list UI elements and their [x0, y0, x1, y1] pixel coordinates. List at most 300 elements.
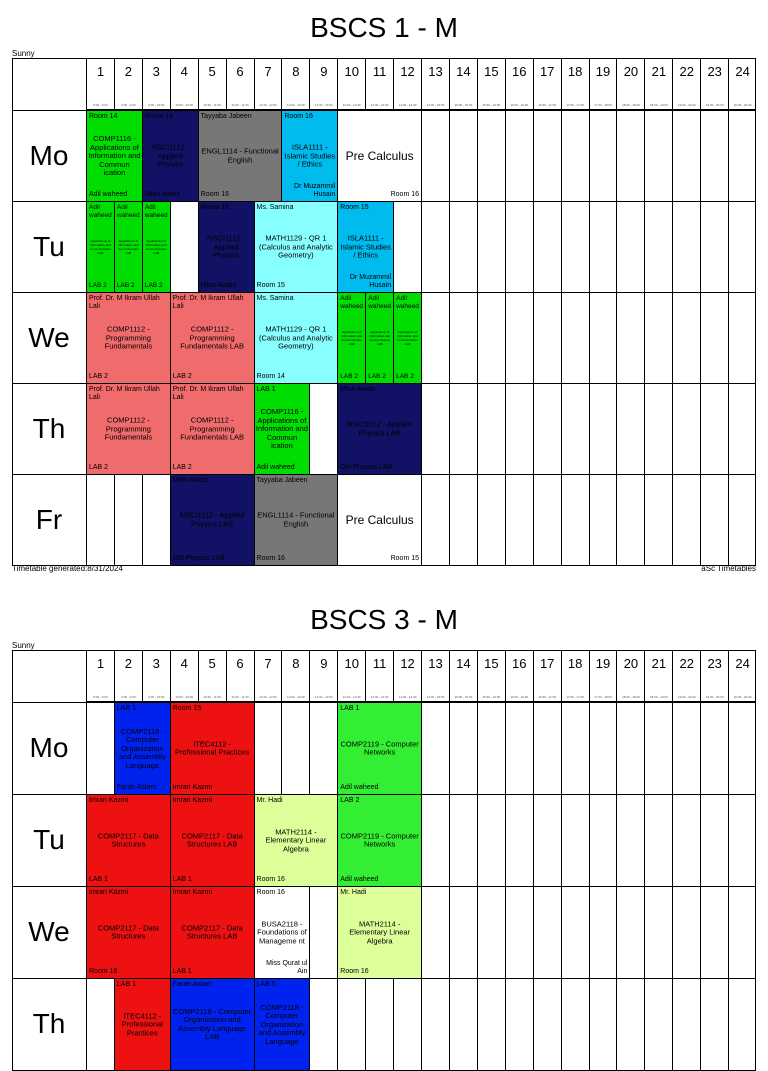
- lesson-subject: NSCI1112 - Applied Physics: [151, 142, 190, 169]
- lesson-bottom-text: Room 14: [256, 373, 285, 380]
- lesson-subject: COMP1112 - Programming Fundamentals LAB: [180, 415, 245, 442]
- lesson-card[interactable]: [171, 795, 255, 887]
- lesson-card[interactable]: [171, 293, 255, 384]
- timetable-grid: [12, 58, 756, 565]
- period-time: 13:30 - 14:00: [370, 103, 389, 107]
- period-number: 9: [320, 656, 328, 671]
- period-number: 16: [512, 64, 527, 79]
- lesson-subject: Applications of Information and Communication LAB: [369, 330, 391, 346]
- period-number: 21: [651, 656, 667, 671]
- period-number: 23: [707, 656, 722, 671]
- period-header: [728, 650, 756, 702]
- lesson-top-text: LAB 5: [256, 981, 276, 988]
- grid-vline: [700, 650, 701, 1070]
- period-header: [449, 58, 477, 110]
- lesson-card[interactable]: [255, 293, 339, 384]
- lesson-top-text: Tayyaba Jabeen: [256, 477, 308, 484]
- period-time: 20:00 - 20:30: [733, 695, 752, 699]
- lesson-bottom-text: LAB 2: [396, 373, 414, 380]
- period-time: 9:30 - 10:00: [148, 695, 165, 699]
- lesson-subject: MATH1129 - QR 1 (Calculus and Analytic Geometry): [258, 233, 333, 260]
- grid-vline: [755, 650, 756, 1070]
- period-header: [393, 58, 421, 110]
- period-number: 13: [428, 656, 443, 671]
- lesson-subject: COMP2117 - Data Structures: [97, 923, 159, 941]
- period-time: 17:00 - 17:30: [566, 103, 584, 107]
- day-label: Mo: [29, 139, 69, 171]
- period-time: 16:00 - 16:30: [510, 103, 529, 107]
- lesson-top-text: Room 16: [144, 113, 174, 120]
- lesson-card[interactable]: [255, 795, 339, 887]
- period-header: [254, 58, 282, 110]
- period-number: 11: [372, 64, 387, 79]
- grid-vline: [728, 650, 729, 1070]
- lesson-card[interactable]: [171, 887, 255, 979]
- lesson-top-text: Prof. Dr. M Ikram Ullah Lali: [172, 386, 244, 401]
- period-number: 6: [236, 64, 244, 79]
- period-time: 13:00 - 13:30: [342, 695, 361, 699]
- lesson-top-text: Adil waheed: [340, 295, 364, 310]
- lesson-top-text: Farah Aslam: [172, 981, 213, 988]
- lesson-card[interactable]: [255, 475, 339, 566]
- lesson-subject: Applications of Information and Communication LAB: [145, 239, 167, 255]
- lesson-bottom-text: Adil waheed: [340, 876, 379, 883]
- grid-vline: [477, 58, 478, 565]
- lesson-top-text: Tayyaba Jabeen: [200, 113, 252, 120]
- lesson-card[interactable]: [366, 293, 394, 384]
- lesson-subject: ENGL1114 - Functional English: [257, 510, 335, 528]
- grid-vline: [728, 58, 729, 565]
- grid-vline: [505, 650, 506, 1070]
- lesson-bottom-text: Old Physics LAB: [340, 464, 393, 471]
- lesson-top-text: Room 16: [256, 889, 285, 896]
- lesson-top-text: Imran Kazmi: [89, 889, 129, 896]
- period-time: 15:30 - 16:00: [482, 695, 501, 699]
- period-number: 10: [344, 656, 359, 671]
- lesson-bottom-text: Dr Muzammil Husain: [294, 183, 336, 198]
- period-number: 20: [623, 656, 639, 671]
- lesson-card[interactable]: [87, 202, 115, 293]
- period-number: 3: [152, 656, 160, 671]
- lesson-card[interactable]: [255, 202, 339, 293]
- period-header: [533, 58, 561, 110]
- period-number: 19: [595, 64, 611, 79]
- lesson-card[interactable]: [255, 887, 311, 979]
- lesson-card[interactable]: [338, 202, 394, 293]
- period-header: [616, 650, 644, 702]
- lesson-card[interactable]: [338, 795, 422, 887]
- grid-vline: [755, 58, 756, 565]
- period-number: 17: [539, 656, 555, 671]
- lesson-bottom-text: LAB 1: [172, 876, 192, 883]
- period-number: 24: [735, 656, 750, 671]
- lesson-card[interactable]: [87, 293, 171, 384]
- period-number: 12: [400, 656, 415, 671]
- lesson-subject: COMP2118 - Computer Organization and Assembly Language LAB: [173, 1006, 252, 1041]
- grid-vline: [616, 58, 617, 565]
- lesson-subject: COMP1112 - Programming Fundamentals: [104, 415, 153, 442]
- period-number: 1: [96, 64, 105, 79]
- grid-vline: [533, 58, 534, 565]
- period-header: [561, 650, 589, 702]
- period-header: [533, 650, 561, 702]
- period-header: [86, 58, 114, 110]
- lesson-subject: COMP2117 - Data Structures: [97, 831, 159, 849]
- lesson-bottom-text: Room 15: [390, 555, 420, 562]
- lesson-top-text: Ms. Samina: [256, 295, 294, 302]
- lesson-card[interactable]: [87, 384, 171, 475]
- day-label: We: [28, 916, 70, 947]
- lesson-top-text: Room 15: [172, 705, 202, 712]
- period-header: [142, 58, 170, 110]
- period-header: [365, 650, 393, 702]
- lesson-card[interactable]: [338, 703, 422, 795]
- timetable-subtitle: Sunny: [12, 49, 35, 58]
- period-header: [644, 650, 672, 702]
- lesson-card[interactable]: [115, 979, 171, 1071]
- period-header: [309, 58, 337, 110]
- period-header: [672, 58, 700, 110]
- period-time: 9:00 - 9:30: [121, 103, 136, 107]
- period-number: 15: [484, 64, 499, 79]
- grid-vline: [533, 650, 534, 1070]
- period-header: [644, 58, 672, 110]
- lesson-bottom-text: Old Physics LAB: [172, 555, 225, 562]
- lesson-bottom-text: Room 16: [340, 968, 369, 975]
- lesson-subject: ITEC4112 - Professional Practices: [121, 1010, 163, 1037]
- period-number: 24: [735, 64, 750, 79]
- lesson-subject: Pre Calculus: [345, 513, 414, 527]
- period-time: 15:00 - 15:30: [454, 695, 473, 699]
- period-time: 10:00 - 10:30: [175, 695, 194, 699]
- lesson-subject: ISLA1111 - Islamic Studies / Ethics: [340, 233, 391, 260]
- lesson-subject: ENGL1114 - Functional English: [201, 146, 279, 164]
- lesson-subject: COMP2119 - Computer Networks: [340, 739, 419, 757]
- period-time: 20:00 - 20:30: [733, 103, 752, 107]
- period-time: 10:00 - 10:30: [175, 103, 194, 107]
- lesson-subject: COMP2118 - Computer Organization and Assembly Language: [258, 1002, 306, 1046]
- lesson-bottom-text: LAB 2: [89, 464, 109, 471]
- grid-vline: [672, 650, 673, 1070]
- period-header: [589, 650, 617, 702]
- period-number: 7: [264, 64, 272, 79]
- lesson-top-text: LAB 1: [116, 705, 136, 712]
- lesson-subject: Applications of Information and Communication LAB: [341, 330, 363, 346]
- lesson-card[interactable]: [338, 293, 366, 384]
- period-number: 16: [512, 656, 527, 671]
- lesson-top-text: LAB 1: [116, 981, 136, 988]
- period-time: 9:30 - 10:00: [148, 103, 165, 107]
- lesson-bottom-text: LAB 2: [144, 282, 163, 289]
- period-time: 14:00 - 14:30: [398, 695, 417, 699]
- period-time: 8:00 - 9:00: [93, 103, 108, 107]
- grid-vline: [449, 650, 450, 1070]
- lesson-bottom-text: Adil waheed: [89, 191, 128, 198]
- period-number: 21: [651, 64, 667, 79]
- period-number: 9: [320, 64, 328, 79]
- period-time: 18:30 - 19:00: [650, 695, 668, 699]
- lesson-top-text: Adil waheed: [116, 204, 140, 219]
- lesson-top-text: Adil waheed: [396, 295, 419, 310]
- lesson-bottom-text: Miss Qurat ul Ain: [266, 960, 308, 975]
- period-header: [170, 650, 198, 702]
- period-header: [170, 58, 198, 110]
- lesson-subject: COMP1112 - Programming Fundamentals LAB: [180, 324, 245, 351]
- lesson-card[interactable]: [87, 795, 171, 887]
- lesson-bottom-text: Room 16: [256, 876, 285, 883]
- period-time: 19:30 - 20:00: [705, 695, 724, 699]
- lesson-subject: NSCI1112 - Applied Physics: [207, 233, 246, 260]
- period-time: 12:30 - 13:00: [314, 695, 333, 699]
- lesson-card[interactable]: [255, 979, 311, 1071]
- lesson-top-text: Mr. Hadi: [340, 889, 367, 896]
- period-header: [700, 650, 728, 702]
- lesson-card[interactable]: [171, 384, 255, 475]
- lesson-subject: Applications of Information and Communication LAB: [397, 330, 418, 346]
- period-number: 13: [428, 64, 443, 79]
- lesson-card[interactable]: [171, 703, 255, 795]
- day-label: Th: [32, 1008, 66, 1039]
- lesson-top-text: Prof. Dr. M Ikram Ullah Lali: [172, 295, 244, 310]
- period-time: 14:30 - 15:00: [426, 695, 445, 699]
- lesson-top-text: Prof. Dr. M Ikram Ullah Lali: [89, 386, 160, 401]
- period-number: 4: [180, 64, 188, 79]
- period-time: 16:30 - 17:00: [538, 103, 557, 107]
- grid-vline: [449, 58, 450, 565]
- period-time: 18:00 - 18:30: [622, 103, 640, 107]
- period-number: 2: [124, 656, 132, 671]
- lesson-card[interactable]: [87, 111, 143, 202]
- period-header: [700, 58, 728, 110]
- period-number: 18: [567, 656, 583, 671]
- period-time: 8:00 - 9:00: [93, 695, 108, 699]
- lesson-card[interactable]: [171, 979, 255, 1071]
- period-number: 17: [539, 64, 555, 79]
- day-label: We: [28, 321, 70, 353]
- period-header: [337, 58, 365, 110]
- period-time: 15:00 - 15:30: [454, 103, 473, 107]
- day-label: Fr: [35, 503, 63, 535]
- period-time: 11:30 - 12:00: [259, 695, 277, 699]
- period-number: 23: [707, 64, 722, 79]
- lesson-card[interactable]: [338, 887, 422, 979]
- grid-vline: [561, 650, 562, 1070]
- timetable-subtitle: Sunny: [12, 641, 35, 650]
- lesson-card[interactable]: [199, 111, 283, 202]
- lesson-subject: ISLA1111 - Islamic Studies / Ethics: [284, 142, 336, 169]
- lesson-top-text: Imran Kazmi: [172, 797, 213, 804]
- grid-vline: [644, 58, 645, 565]
- period-header: [561, 58, 589, 110]
- lesson-card[interactable]: [282, 111, 338, 202]
- lesson-card[interactable]: [87, 887, 171, 979]
- period-time: 17:00 - 17:30: [566, 695, 584, 699]
- period-time: 10:30 - 11:00: [203, 103, 221, 107]
- period-number: 5: [208, 64, 216, 79]
- lesson-bottom-text: Room 16: [390, 191, 420, 198]
- lesson-subject: COMP1116 - Applications of Information and Commun ication: [88, 133, 141, 177]
- period-time: 13:30 - 14:00: [370, 695, 389, 699]
- lesson-subject: COMP1112 - Programming Fundamentals: [104, 324, 153, 351]
- period-number: 22: [679, 656, 694, 671]
- period-time: 16:00 - 16:30: [510, 695, 529, 699]
- lesson-bottom-text: Room 16: [256, 555, 285, 562]
- lesson-top-text: Mr. Hadi: [256, 797, 283, 804]
- lesson-subject: MATH1129 - QR 1 (Calculus and Analytic Geometry): [258, 324, 333, 351]
- period-time: 17:30 - 18:00: [594, 103, 612, 107]
- period-time: 12:00 - 12:30: [287, 103, 305, 107]
- period-header: [505, 58, 533, 110]
- lesson-subject: Pre Calculus: [345, 149, 414, 163]
- period-time: 12:30 - 13:00: [314, 103, 333, 107]
- lesson-top-text: Room 16: [200, 204, 230, 211]
- lesson-card[interactable]: [143, 202, 171, 293]
- footer-brand: aSc Timetables: [701, 564, 756, 573]
- lesson-bottom-text: LAB 2: [368, 373, 386, 380]
- lesson-top-text: LAB 2: [340, 797, 360, 804]
- timetable-grid: [12, 650, 756, 1046]
- period-number: 14: [456, 64, 471, 79]
- lesson-card[interactable]: [115, 703, 171, 795]
- lesson-bottom-text: Adil waheed: [340, 784, 379, 791]
- period-header: [672, 650, 700, 702]
- lesson-bottom-text: LAB 2: [340, 373, 358, 380]
- lesson-subject: COMP2117 - Data Structures LAB: [181, 831, 243, 849]
- period-number: 19: [595, 656, 611, 671]
- lesson-card[interactable]: [394, 293, 422, 384]
- lesson-subject: COMP2117 - Data Structures LAB: [181, 923, 243, 941]
- period-time: 19:30 - 20:00: [705, 103, 724, 107]
- lesson-card[interactable]: [143, 111, 199, 202]
- lesson-card[interactable]: [338, 475, 422, 566]
- period-header: [449, 650, 477, 702]
- period-header: [505, 650, 533, 702]
- period-header: [281, 58, 309, 110]
- period-time: 11:30 - 12:00: [259, 103, 277, 107]
- lesson-subject: NSCI1112 - Applied Physics LAB: [179, 510, 245, 528]
- period-header: [198, 58, 226, 110]
- period-header: [254, 650, 282, 702]
- lesson-top-text: Room 15: [340, 204, 369, 211]
- period-time: 19:00 - 19:30: [677, 103, 696, 107]
- period-number: 20: [623, 64, 639, 79]
- lesson-card[interactable]: [255, 384, 311, 475]
- grid-hline: [12, 650, 756, 651]
- period-time: 11:00 - 11:30: [231, 695, 249, 699]
- period-header: [337, 650, 365, 702]
- period-number: 8: [292, 656, 300, 671]
- lesson-top-text: Room 14: [89, 113, 118, 120]
- grid-vline: [589, 650, 590, 1070]
- period-time: 18:00 - 18:30: [622, 695, 640, 699]
- lesson-subject: MATH2114 - Elementary Linear Algebra: [265, 826, 327, 853]
- grid-hline: [12, 58, 756, 59]
- lesson-subject: MATH2114 - Elementary Linear Algebra: [349, 918, 411, 945]
- lesson-subject: COMP2118 - Computer Organization and Assembly Language: [118, 726, 166, 770]
- period-number: 15: [484, 656, 499, 671]
- grid-vline: [616, 650, 617, 1070]
- period-time: 11:00 - 11:30: [231, 103, 249, 107]
- period-header: [226, 650, 254, 702]
- lesson-top-text: Imran Kazmi: [172, 889, 213, 896]
- lesson-top-text: Adil waheed: [368, 295, 391, 310]
- lesson-top-text: Prof. Dr. M Ikram Ullah Lali: [89, 295, 160, 310]
- period-header: [198, 650, 226, 702]
- period-header: [114, 58, 142, 110]
- lesson-bottom-text: LAB 2: [172, 373, 192, 380]
- lesson-card[interactable]: [338, 111, 422, 202]
- grid-vline: [700, 58, 701, 565]
- period-header: [616, 58, 644, 110]
- lesson-subject: ITEC4112 - Professional Practices: [175, 739, 250, 757]
- period-header: [226, 58, 254, 110]
- lesson-bottom-text: LAB 2: [116, 282, 135, 289]
- timetable-title: BSCS 1 - M: [310, 12, 458, 43]
- period-number: 14: [456, 656, 471, 671]
- period-time: 19:00 - 19:30: [677, 695, 696, 699]
- period-header: [477, 650, 505, 702]
- period-number: 22: [679, 64, 694, 79]
- period-number: 5: [208, 656, 216, 671]
- lesson-bottom-text: Dr Muzammil Husain: [349, 274, 392, 289]
- grid-vline: [505, 58, 506, 565]
- lesson-bottom-text: Adil waheed: [256, 464, 295, 471]
- period-number: 6: [236, 656, 244, 671]
- lesson-top-text: Adil waheed: [89, 204, 112, 219]
- lesson-bottom-text: Mian Awais: [144, 191, 181, 198]
- period-number: 1: [96, 656, 105, 671]
- grid-vline: [644, 650, 645, 1070]
- period-header: [421, 650, 449, 702]
- lesson-card[interactable]: [338, 384, 422, 475]
- period-time: 14:00 - 14:30: [398, 103, 417, 107]
- timetable-title: BSCS 3 - M: [310, 604, 458, 635]
- period-time: 9:00 - 9:30: [121, 695, 136, 699]
- period-header: [365, 58, 393, 110]
- period-header: [728, 58, 756, 110]
- period-time: 17:30 - 18:00: [594, 695, 612, 699]
- period-number: 8: [292, 64, 300, 79]
- lesson-card[interactable]: [171, 475, 255, 566]
- lesson-bottom-text: LAB 1: [172, 968, 192, 975]
- lesson-subject: NSCI1112 - Applied Physics LAB: [347, 419, 413, 437]
- period-header: [393, 650, 421, 702]
- lesson-card[interactable]: [115, 202, 143, 293]
- lesson-subject: COMP2119 - Computer Networks: [340, 831, 419, 849]
- lesson-subject: Applications of Information and Communication LAB: [117, 239, 139, 255]
- lesson-top-text: Imran Kazmi: [89, 797, 129, 804]
- lesson-bottom-text: LAB 2: [172, 464, 192, 471]
- grid-vline: [672, 58, 673, 565]
- period-number: 18: [567, 64, 583, 79]
- day-label: Tu: [33, 824, 65, 855]
- period-time: 13:00 - 13:30: [342, 103, 361, 107]
- footer-generated: Timetable generated:8/31/2024: [12, 564, 123, 573]
- lesson-card[interactable]: [199, 202, 255, 293]
- period-header: [281, 650, 309, 702]
- lesson-top-text: LAB 1: [340, 705, 360, 712]
- lesson-bottom-text: Farah Aslam: [116, 784, 157, 791]
- period-time: 18:30 - 19:00: [650, 103, 668, 107]
- period-header: [114, 650, 142, 702]
- period-number: 10: [344, 64, 359, 79]
- day-label: Th: [32, 412, 66, 444]
- day-label: Tu: [33, 230, 65, 262]
- day-label: Mo: [29, 732, 69, 763]
- period-header: [142, 650, 170, 702]
- lesson-subject: BUSA2118 - Foundations of Manageme nt: [257, 918, 307, 945]
- lesson-bottom-text: LAB 1: [89, 876, 109, 883]
